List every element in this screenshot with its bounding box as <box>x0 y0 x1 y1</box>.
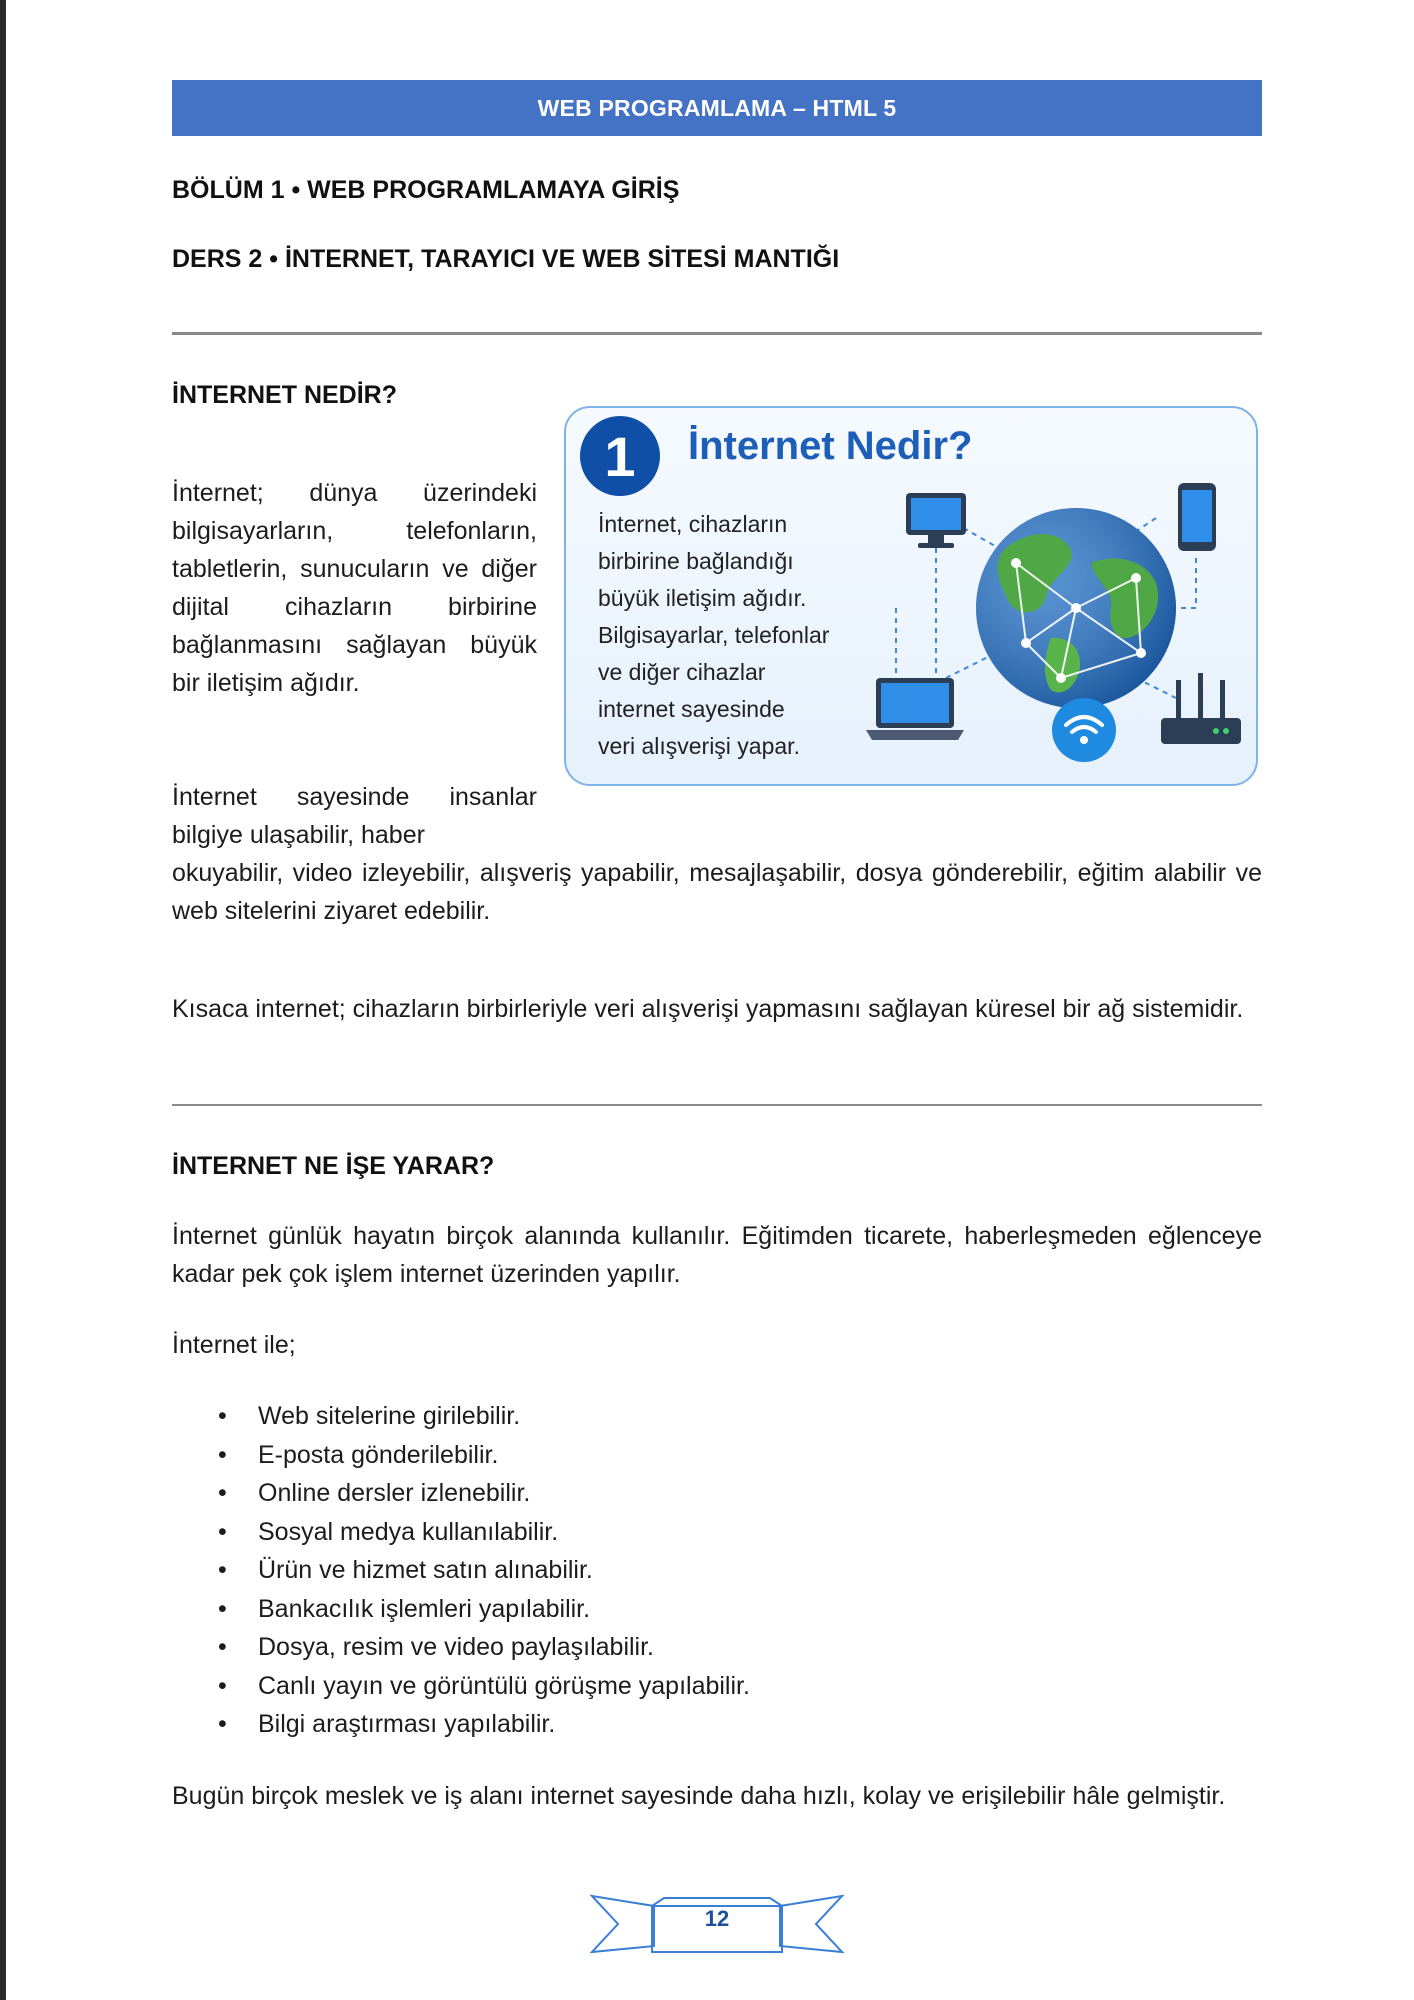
uses-intro: İnternet ile; <box>172 1331 296 1359</box>
lesson-title: DERS 2 • İNTERNET, TARAYICI VE WEB SİTESİ MANTIĞI <box>172 245 840 273</box>
card-line: birbirine bağlandığı <box>598 548 794 574</box>
header-title: WEB PROGRAMLAMA – HTML 5 <box>537 94 897 121</box>
section-heading-what-is-internet: İNTERNET NEDİR? <box>172 381 397 409</box>
page-number: 12 <box>704 1906 730 1931</box>
card-line: Bilgisayarlar, telefonlar <box>598 622 830 648</box>
uses-paragraph: İnternet günlük hayatın birçok alanında kullanılır. Eğitimden ticarete, haberleşmeden eğlenceye kadar pek çok işlem internet üzerinden yapılır. <box>172 1222 1262 1288</box>
card-line: İnternet, cihazların <box>598 511 788 537</box>
router-icon <box>1161 673 1241 744</box>
divider <box>172 1104 1262 1106</box>
wifi-icon <box>1052 698 1116 762</box>
intro-text <box>172 440 537 849</box>
chapter-title: BÖLÜM 1 • WEB PROGRAMLAMAYA GİRİŞ <box>172 176 680 204</box>
card-title: İnternet Nedir? <box>688 424 973 468</box>
list-item: • Web sitelerine girilebilir. <box>258 1397 1262 1436</box>
section-heading-what-is-it-for: İNTERNET NE İŞE YARAR? <box>172 1152 495 1180</box>
network-illustration <box>866 468 1246 768</box>
phone-icon <box>1178 483 1216 551</box>
page-number-ribbon <box>590 1890 844 1956</box>
monitor-icon <box>906 493 966 548</box>
card-text <box>598 506 868 765</box>
list-item: • Bilgi araştırması yapılabilir. <box>258 1705 1262 1744</box>
closing-paragraph: Bugün birçok meslek ve iş alanı internet sayesinde daha hızlı, kolay ve erişilebilir hâle gelmiştir. <box>172 1781 1226 1810</box>
intro-paragraph-2-start: İnternet sayesinde insanlar bilgiye ulaşabilir, haber <box>172 783 537 849</box>
page-edge <box>0 0 6 2000</box>
document-page <box>172 80 1262 1815</box>
list-item: • E-posta gönderilebilir. <box>258 1436 1262 1475</box>
laptop-icon <box>866 678 964 740</box>
list-item: • Dosya, resim ve video paylaşılabilir. <box>258 1628 1262 1667</box>
summary-paragraph: Kısaca internet; cihazların birbirleriyle veri alışverişi yapmasını sağlayan küresel bir ağ sistemidir. <box>172 995 1244 1023</box>
card-line: ve diğer cihazlar <box>598 659 766 685</box>
uses-list <box>172 1397 1262 1744</box>
list-item: • Ürün ve hizmet satın alınabilir. <box>258 1551 1262 1590</box>
intro-paragraph-2-rest: okuyabilir, video izleyebilir, alışveriş yapabilir, mesajlaşabilir, dosya gönderebilir, eğitim alabilir ve web sitelerini ziyaret edebilir. <box>172 859 1262 925</box>
globe-icon <box>976 508 1176 708</box>
card-line: büyük iletişim ağıdır. <box>598 585 807 611</box>
divider <box>172 332 1262 335</box>
list-item: • Online dersler izlenebilir. <box>258 1474 1262 1513</box>
list-item: • Canlı yayın ve görüntülü görüşme yapılabilir. <box>258 1667 1262 1706</box>
list-item: • Sosyal medya kullanılabilir. <box>258 1513 1262 1552</box>
intro-section <box>172 424 1262 940</box>
card-line: veri alışverişi yapar. <box>598 733 800 759</box>
list-item: • Bankacılık işlemleri yapılabilir. <box>258 1590 1262 1629</box>
card-number-badge: 1 <box>580 416 660 496</box>
intro-paragraph: İnternet; dünya üzerindeki bilgisayarların, telefonların, tabletlerin, sunucuların ve diğer dijital cihazların birbirine bağlanmasını sağlayan büyük bir iletişim ağıdır. <box>172 479 537 697</box>
card-line: internet sayesinde <box>598 696 785 722</box>
header-bar <box>172 80 1262 136</box>
internet-info-card <box>564 406 1258 786</box>
